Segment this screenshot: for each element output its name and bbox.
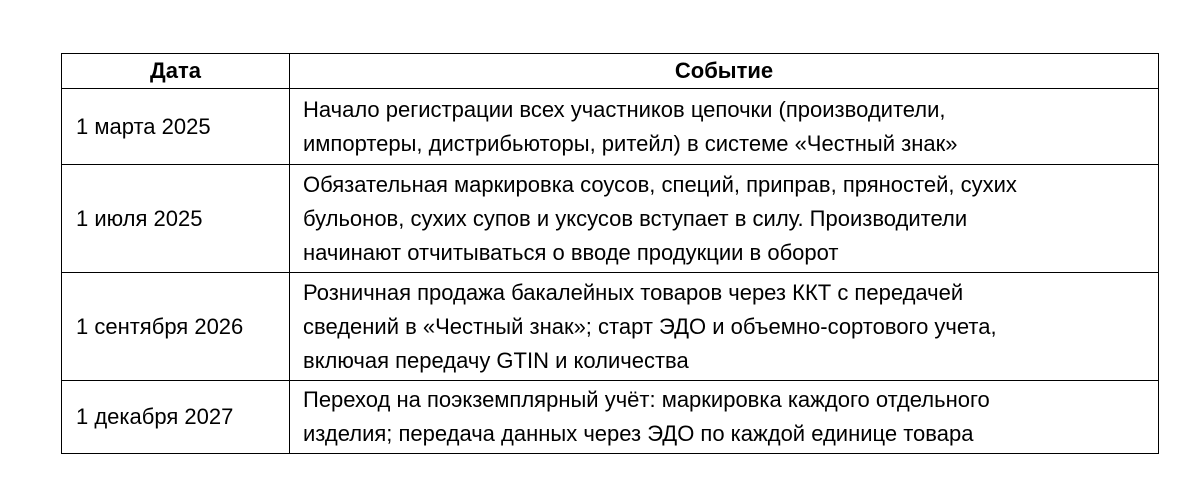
event-cell [290, 165, 1159, 273]
table-row [62, 89, 1159, 165]
event-text: Переход на поэкземплярный учёт: маркировка каждого отдельного изделия; передача данных через ЭДО по каждой единице товара [303, 387, 990, 446]
event-text: Обязательная маркировка соусов, специй, приправ, пряностей, сухих бульонов, сухих супов и уксусов вступает в силу. Производители начинают отчитываться о вводе продукции в оборот [303, 171, 1017, 265]
event-cell [290, 381, 1159, 454]
event-text: Розничная продажа бакалейных товаров через ККТ с передачей сведений в «Честный знак»; старт ЭДО и объемно-сортового учета, включая передачу GTIN и количества [303, 279, 997, 373]
table-row [62, 273, 1159, 381]
table-row [62, 165, 1159, 273]
date-cell: 1 марта 2025 [62, 89, 290, 165]
date-cell: 1 сентября 2026 [62, 273, 290, 381]
table-row [62, 381, 1159, 454]
event-cell [290, 273, 1159, 381]
event-cell [290, 89, 1159, 165]
timeline-table [61, 53, 1159, 454]
date-cell: 1 июля 2025 [62, 165, 290, 273]
date-cell: 1 декабря 2027 [62, 381, 290, 454]
event-column-header: Событие [290, 54, 1159, 89]
event-text: Начало регистрации всех участников цепочки (производители, импортеры, дистрибьюторы, ритейл) в системе «Честный знак» [303, 96, 958, 156]
date-column-header: Дата [62, 54, 290, 89]
table-header-row [62, 54, 1159, 89]
